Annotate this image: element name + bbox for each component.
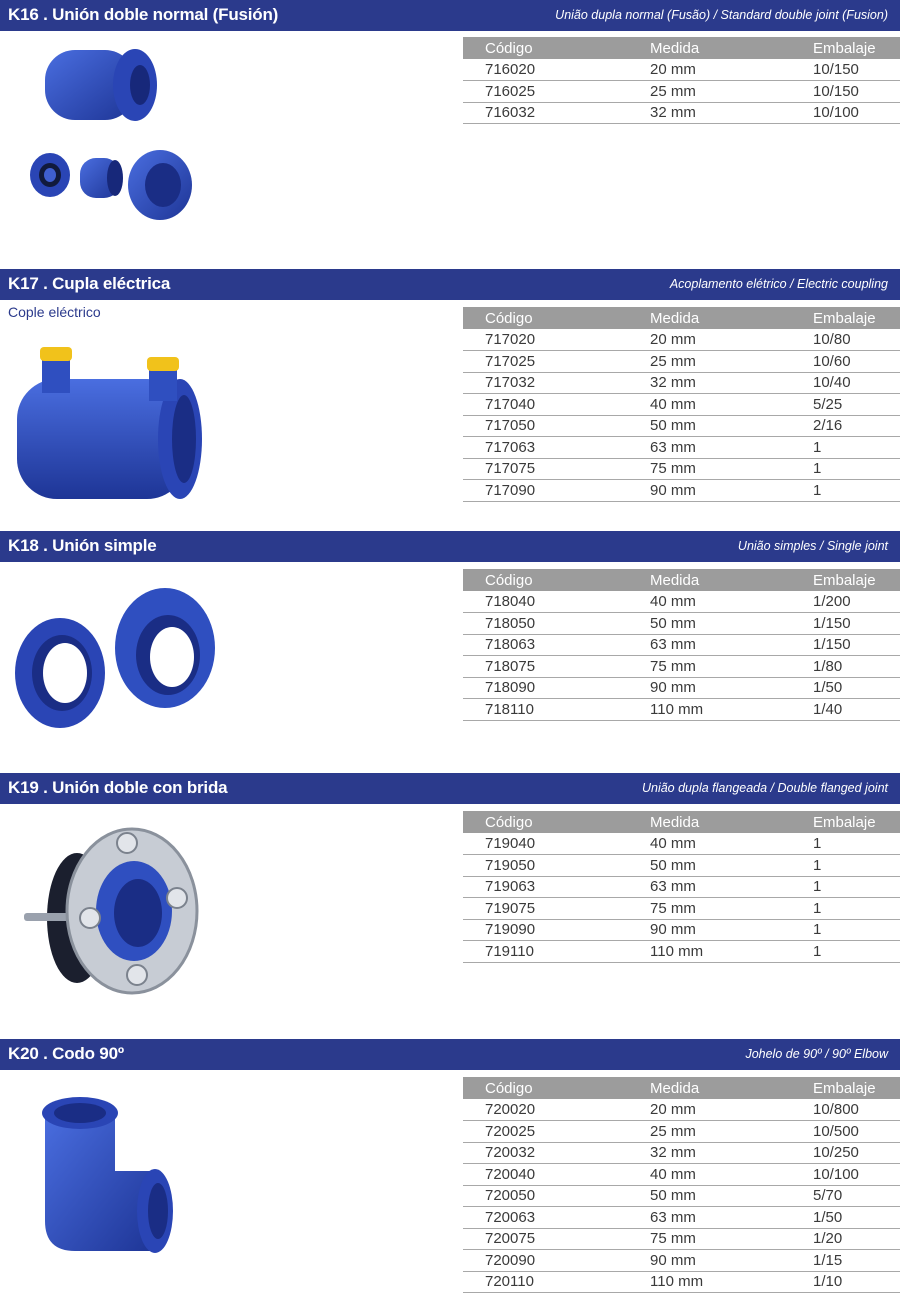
- cell-pack: 10/40: [791, 372, 900, 394]
- section-subtitle: Johelo de 90º / 90º Elbow: [745, 1047, 888, 1061]
- cell-pack: 10/100: [791, 102, 900, 124]
- table-header-row: [463, 307, 900, 329]
- cell-size: 110 mm: [628, 941, 791, 963]
- cell-size: 63 mm: [628, 634, 791, 656]
- cell-code: 718075: [463, 656, 628, 678]
- section-title: K17 . Cupla eléctrica: [8, 274, 171, 293]
- cell-code: 717050: [463, 415, 628, 437]
- section-subtitle: União dupla flangeada / Double flanged joint: [641, 781, 888, 795]
- cell-size: 32 mm: [628, 1142, 791, 1164]
- cell-pack: 1: [791, 898, 900, 920]
- cell-code: 719050: [463, 855, 628, 877]
- table-header-row: [463, 1077, 900, 1099]
- cell-code: 720090: [463, 1250, 628, 1272]
- electric-coupling-icon: [12, 339, 212, 509]
- col-header-pack: Embalaje: [791, 1077, 900, 1099]
- cell-code: 717063: [463, 437, 628, 459]
- cell-pack: 1/50: [791, 1207, 900, 1229]
- cell-size: 90 mm: [628, 1250, 791, 1272]
- cell-size: 40 mm: [628, 1164, 791, 1186]
- cell-size: 50 mm: [628, 613, 791, 635]
- cell-pack: 5/25: [791, 394, 900, 416]
- cell-code: 717090: [463, 480, 628, 502]
- col-header-code: Código: [463, 569, 628, 591]
- cell-size: 90 mm: [628, 919, 791, 941]
- cell-size: 75 mm: [628, 458, 791, 480]
- section-title: K19 . Unión doble con brida: [8, 778, 228, 797]
- cell-pack: 1: [791, 855, 900, 877]
- cell-code: 719040: [463, 833, 628, 855]
- section-title: K18 . Unión simple: [8, 536, 157, 555]
- table-row: [463, 415, 900, 437]
- cell-pack: 1: [791, 919, 900, 941]
- cell-pack: 1: [791, 437, 900, 459]
- cell-code: 716025: [463, 81, 628, 103]
- cell-pack: 1/150: [791, 613, 900, 635]
- col-header-pack: Embalaje: [791, 37, 900, 59]
- cell-size: 20 mm: [628, 1099, 791, 1121]
- section-header-bar: [0, 773, 900, 804]
- cell-code: 720050: [463, 1185, 628, 1207]
- cell-size: 75 mm: [628, 898, 791, 920]
- section-k16: [0, 0, 900, 268]
- cell-size: 110 mm: [628, 699, 791, 721]
- cell-size: 25 mm: [628, 1121, 791, 1143]
- cell-pack: 1: [791, 458, 900, 480]
- table-row: [463, 1121, 900, 1143]
- col-header-size: Medida: [628, 811, 791, 833]
- section-note: Cople eléctrico: [8, 304, 101, 320]
- cell-pack: 1/200: [791, 591, 900, 613]
- cell-code: 719063: [463, 876, 628, 898]
- col-header-size: Medida: [628, 569, 791, 591]
- table-row: [463, 941, 900, 963]
- cell-size: 90 mm: [628, 677, 791, 699]
- table-row: [463, 591, 900, 613]
- table-row: [463, 855, 900, 877]
- cell-code: 718090: [463, 677, 628, 699]
- cell-pack: 10/250: [791, 1142, 900, 1164]
- table-row: [463, 394, 900, 416]
- table-header-row: [463, 569, 900, 591]
- cell-size: 75 mm: [628, 1228, 791, 1250]
- table-row: [463, 833, 900, 855]
- spec-table: [463, 307, 900, 502]
- section-header-bar: [0, 531, 900, 562]
- cell-pack: 10/100: [791, 1164, 900, 1186]
- table-row: [463, 1185, 900, 1207]
- cell-code: 719075: [463, 898, 628, 920]
- table-row: [463, 919, 900, 941]
- table-row: [463, 480, 900, 502]
- cell-pack: 2/16: [791, 415, 900, 437]
- table-row: [463, 898, 900, 920]
- cell-code: 717025: [463, 351, 628, 373]
- cell-pack: 1/20: [791, 1228, 900, 1250]
- cell-pack: 10/150: [791, 59, 900, 81]
- cell-code: 719090: [463, 919, 628, 941]
- section-subtitle: União dupla normal (Fusão) / Standard double joint (Fusion): [555, 8, 888, 22]
- cell-size: 20 mm: [628, 59, 791, 81]
- cell-pack: 10/500: [791, 1121, 900, 1143]
- cell-pack: 1/150: [791, 634, 900, 656]
- cell-pack: 10/800: [791, 1099, 900, 1121]
- table-header-row: [463, 811, 900, 833]
- col-header-pack: Embalaje: [791, 307, 900, 329]
- table-row: [463, 102, 900, 124]
- double-union-icon: [25, 40, 195, 230]
- cell-size: 25 mm: [628, 351, 791, 373]
- cell-size: 50 mm: [628, 1185, 791, 1207]
- cell-code: 720040: [463, 1164, 628, 1186]
- col-header-pack: Embalaje: [791, 811, 900, 833]
- cell-size: 40 mm: [628, 591, 791, 613]
- section-header-bar: [0, 1039, 900, 1070]
- col-header-code: Código: [463, 307, 628, 329]
- cell-pack: 1/80: [791, 656, 900, 678]
- cell-size: 20 mm: [628, 329, 791, 351]
- cell-code: 718063: [463, 634, 628, 656]
- cell-size: 63 mm: [628, 876, 791, 898]
- cell-code: 718050: [463, 613, 628, 635]
- flanged-union-icon: [22, 823, 202, 998]
- cell-pack: 1/15: [791, 1250, 900, 1272]
- cell-pack: 10/80: [791, 329, 900, 351]
- table-row: [463, 1228, 900, 1250]
- section-header-bar: [0, 0, 900, 31]
- section-k18: [0, 531, 900, 773]
- cell-pack: 1/40: [791, 699, 900, 721]
- table-row: [463, 656, 900, 678]
- section-subtitle: Acoplamento elétrico / Electric coupling: [669, 277, 888, 291]
- cell-pack: 1: [791, 941, 900, 963]
- cell-code: 717032: [463, 372, 628, 394]
- cell-code: 716020: [463, 59, 628, 81]
- cell-code: 718110: [463, 699, 628, 721]
- cell-pack: 10/60: [791, 351, 900, 373]
- cell-size: 50 mm: [628, 855, 791, 877]
- single-union-icon: [10, 583, 220, 733]
- cell-code: 720063: [463, 1207, 628, 1229]
- cell-size: 63 mm: [628, 437, 791, 459]
- col-header-code: Código: [463, 37, 628, 59]
- cell-code: 717040: [463, 394, 628, 416]
- col-header-code: Código: [463, 1077, 628, 1099]
- cell-code: 719110: [463, 941, 628, 963]
- cell-size: 32 mm: [628, 372, 791, 394]
- cell-code: 720025: [463, 1121, 628, 1143]
- table-row: [463, 677, 900, 699]
- table-row: [463, 613, 900, 635]
- table-row: [463, 59, 900, 81]
- cell-size: 75 mm: [628, 656, 791, 678]
- col-header-size: Medida: [628, 37, 791, 59]
- spec-table: [463, 811, 900, 963]
- cell-size: 90 mm: [628, 480, 791, 502]
- table-row: [463, 876, 900, 898]
- table-row: [463, 699, 900, 721]
- cell-code: 720110: [463, 1271, 628, 1293]
- cell-size: 50 mm: [628, 415, 791, 437]
- table-row: [463, 1142, 900, 1164]
- spec-table: [463, 1077, 900, 1293]
- col-header-pack: Embalaje: [791, 569, 900, 591]
- col-header-code: Código: [463, 811, 628, 833]
- cell-code: 720020: [463, 1099, 628, 1121]
- table-row: [463, 351, 900, 373]
- spec-table: [463, 569, 900, 721]
- section-k17: [0, 269, 900, 531]
- cell-code: 720075: [463, 1228, 628, 1250]
- cell-size: 25 mm: [628, 81, 791, 103]
- cell-code: 716032: [463, 102, 628, 124]
- section-header-bar: [0, 269, 900, 300]
- elbow-icon: [35, 1091, 180, 1261]
- cell-size: 63 mm: [628, 1207, 791, 1229]
- table-row: [463, 1271, 900, 1293]
- table-row: [463, 634, 900, 656]
- cell-pack: 1: [791, 833, 900, 855]
- section-title: K16 . Unión doble normal (Fusión): [8, 5, 279, 24]
- spec-table: [463, 37, 900, 124]
- table-row: [463, 81, 900, 103]
- cell-size: 110 mm: [628, 1271, 791, 1293]
- col-header-size: Medida: [628, 1077, 791, 1099]
- table-row: [463, 329, 900, 351]
- cell-pack: 1: [791, 480, 900, 502]
- table-row: [463, 1250, 900, 1272]
- cell-code: 717020: [463, 329, 628, 351]
- section-k19: [0, 773, 900, 1039]
- cell-code: 720032: [463, 1142, 628, 1164]
- cell-pack: 1/10: [791, 1271, 900, 1293]
- cell-code: 718040: [463, 591, 628, 613]
- cell-pack: 10/150: [791, 81, 900, 103]
- table-row: [463, 458, 900, 480]
- table-row: [463, 372, 900, 394]
- cell-pack: 5/70: [791, 1185, 900, 1207]
- cell-pack: 1: [791, 876, 900, 898]
- cell-size: 32 mm: [628, 102, 791, 124]
- cell-pack: 1/50: [791, 677, 900, 699]
- table-row: [463, 1099, 900, 1121]
- col-header-size: Medida: [628, 307, 791, 329]
- section-title: K20 . Codo 90º: [8, 1044, 124, 1063]
- cell-code: 717075: [463, 458, 628, 480]
- section-subtitle: União simples / Single joint: [737, 539, 888, 553]
- section-k20: [0, 1039, 900, 1307]
- table-header-row: [463, 37, 900, 59]
- table-row: [463, 437, 900, 459]
- table-row: [463, 1164, 900, 1186]
- cell-size: 40 mm: [628, 833, 791, 855]
- cell-size: 40 mm: [628, 394, 791, 416]
- table-row: [463, 1207, 900, 1229]
